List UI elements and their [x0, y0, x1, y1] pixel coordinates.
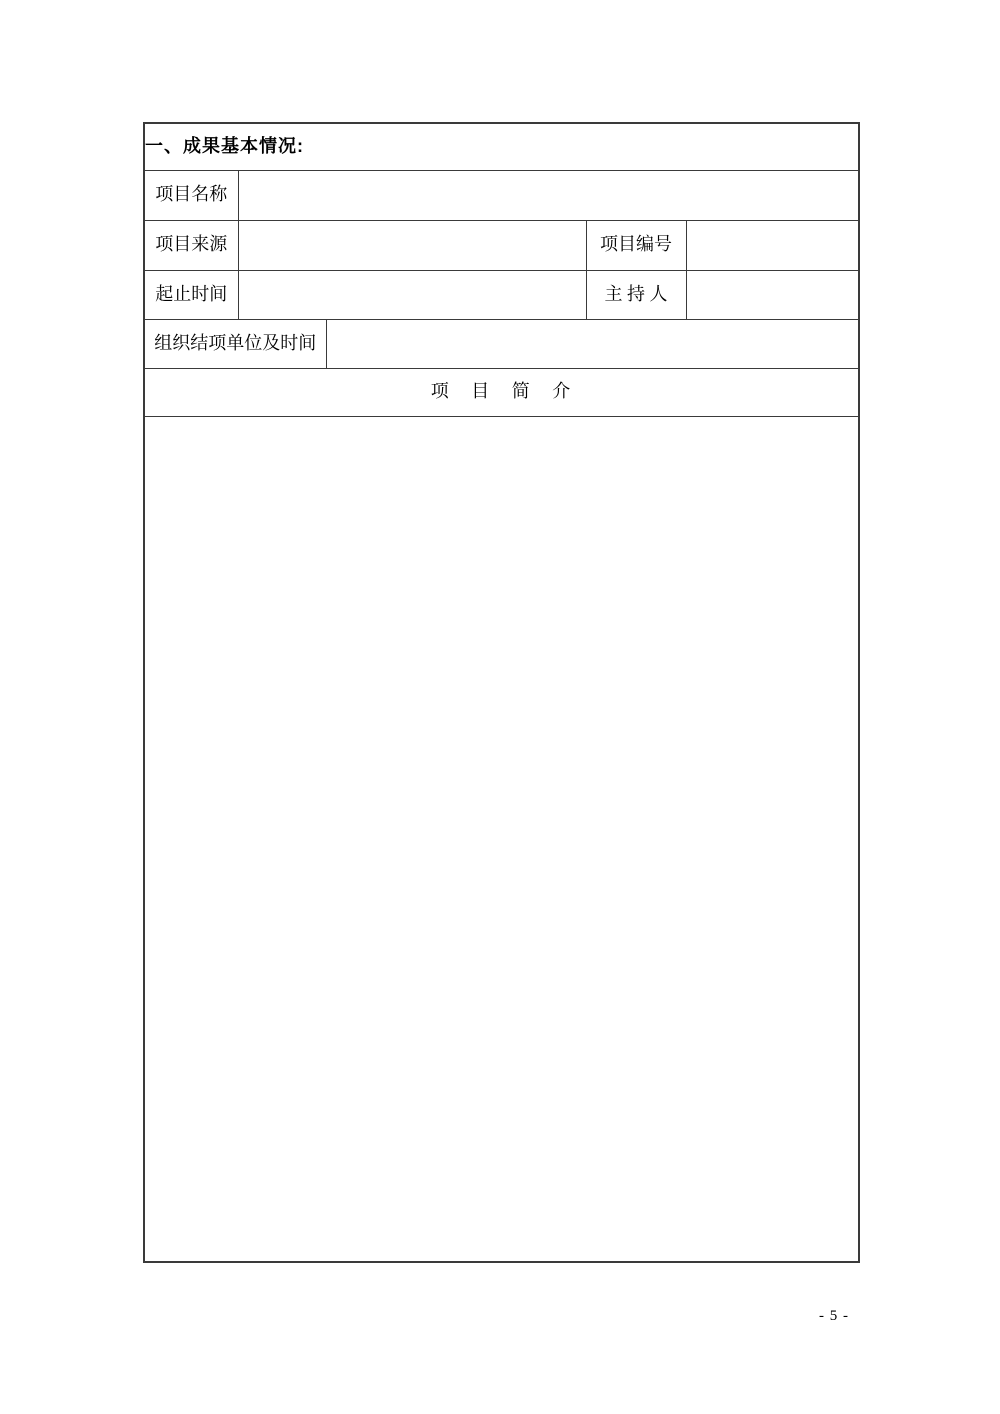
section-title: 一、成果基本情况:: [144, 123, 859, 170]
table-row-section-header: [144, 123, 859, 170]
table-row-intro-body: [144, 416, 859, 1262]
leader-label: 主 持 人: [586, 270, 686, 319]
closing-unit-label: 组织结项单位及时间: [144, 319, 326, 368]
project-number-field[interactable]: [686, 220, 859, 270]
project-info-table: [143, 122, 860, 1263]
table-row-closing-unit: [144, 319, 859, 368]
table-row-intro-title: [144, 368, 859, 416]
duration-field[interactable]: [238, 270, 586, 319]
intro-title: 项 目 简 介: [144, 368, 859, 416]
duration-label: 起止时间: [144, 270, 238, 319]
project-source-label: 项目来源: [144, 220, 238, 270]
intro-body-field[interactable]: [144, 416, 859, 1262]
project-number-label: 项目编号: [586, 220, 686, 270]
project-name-field[interactable]: [238, 170, 859, 220]
leader-field[interactable]: [686, 270, 859, 319]
page-number: - 5 -: [819, 1308, 849, 1324]
table-row-project-name: [144, 170, 859, 220]
closing-unit-field[interactable]: [326, 319, 859, 368]
project-name-label: 项目名称: [144, 170, 238, 220]
table-row-duration: [144, 270, 859, 319]
table-row-project-source: [144, 220, 859, 270]
project-source-field[interactable]: [238, 220, 586, 270]
